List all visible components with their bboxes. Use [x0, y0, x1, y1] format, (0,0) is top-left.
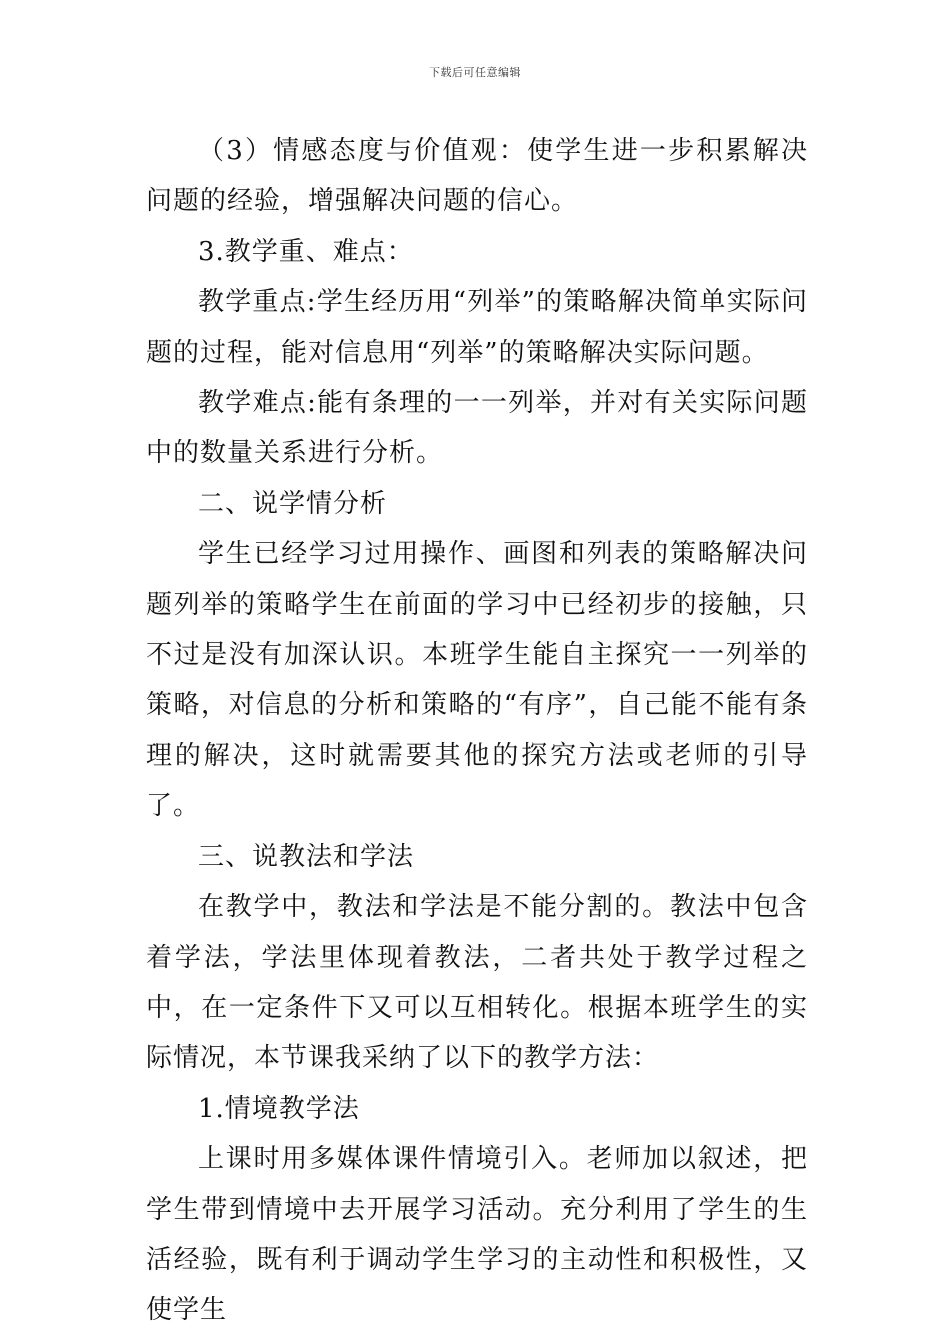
heading-student-analysis: 二、说学情分析 [198, 488, 388, 519]
paragraph-situational-teaching: 上课时用多媒体课件情境引入。老师加以叙述，把学生带到情境中去开展学习活动。充分利用了学生的生活经验，既有利于调动学生学习的主动性和积极性，又使学生 [146, 1144, 808, 1326]
document-body [146, 126, 808, 1336]
heading-situational-teaching: 1.情境教学法 [198, 1093, 360, 1124]
paragraph-attitude-values: （3）情感态度与价值观：使学生进一步积累解决问题的经验，增强解决问题的信心。 [146, 136, 808, 217]
paragraph-teaching-methods: 在教学中，教法和学法是不能分割的。教法中包含着学法，学法里体现着教法，二者共处于教学过程之中，在一定条件下又可以互相转化。根据本班学生的实际情况，本节课我采纳了以下的教学方法： [146, 892, 808, 1074]
paragraph-key-point: 教学重点:学生经历用“列举”的策略解决简单实际问题的过程，能对信息用“列举”的策略解决实际问题。 [146, 287, 808, 368]
heading-teaching-methods: 三、说教法和学法 [198, 841, 415, 872]
page-header-note: 下载后可任意编辑 [429, 66, 521, 79]
paragraph-student-analysis: 学生已经学习过用操作、画图和列表的策略解决问题列举的策略学生在前面的学习中已经初步的接触，只不过是没有加深认识。本班学生能自主探究一一列举的策略，对信息的分析和策略的“有序”，自己能不能有条理的解决，这时就需要其他的探究方法或老师的引导了。 [146, 539, 808, 822]
paragraph-difficult-point: 教学难点:能有条理的一一列举，并对有关实际问题中的数量关系进行分析。 [146, 388, 808, 469]
heading-key-difficult-points: 3.教学重、难点： [198, 236, 414, 267]
